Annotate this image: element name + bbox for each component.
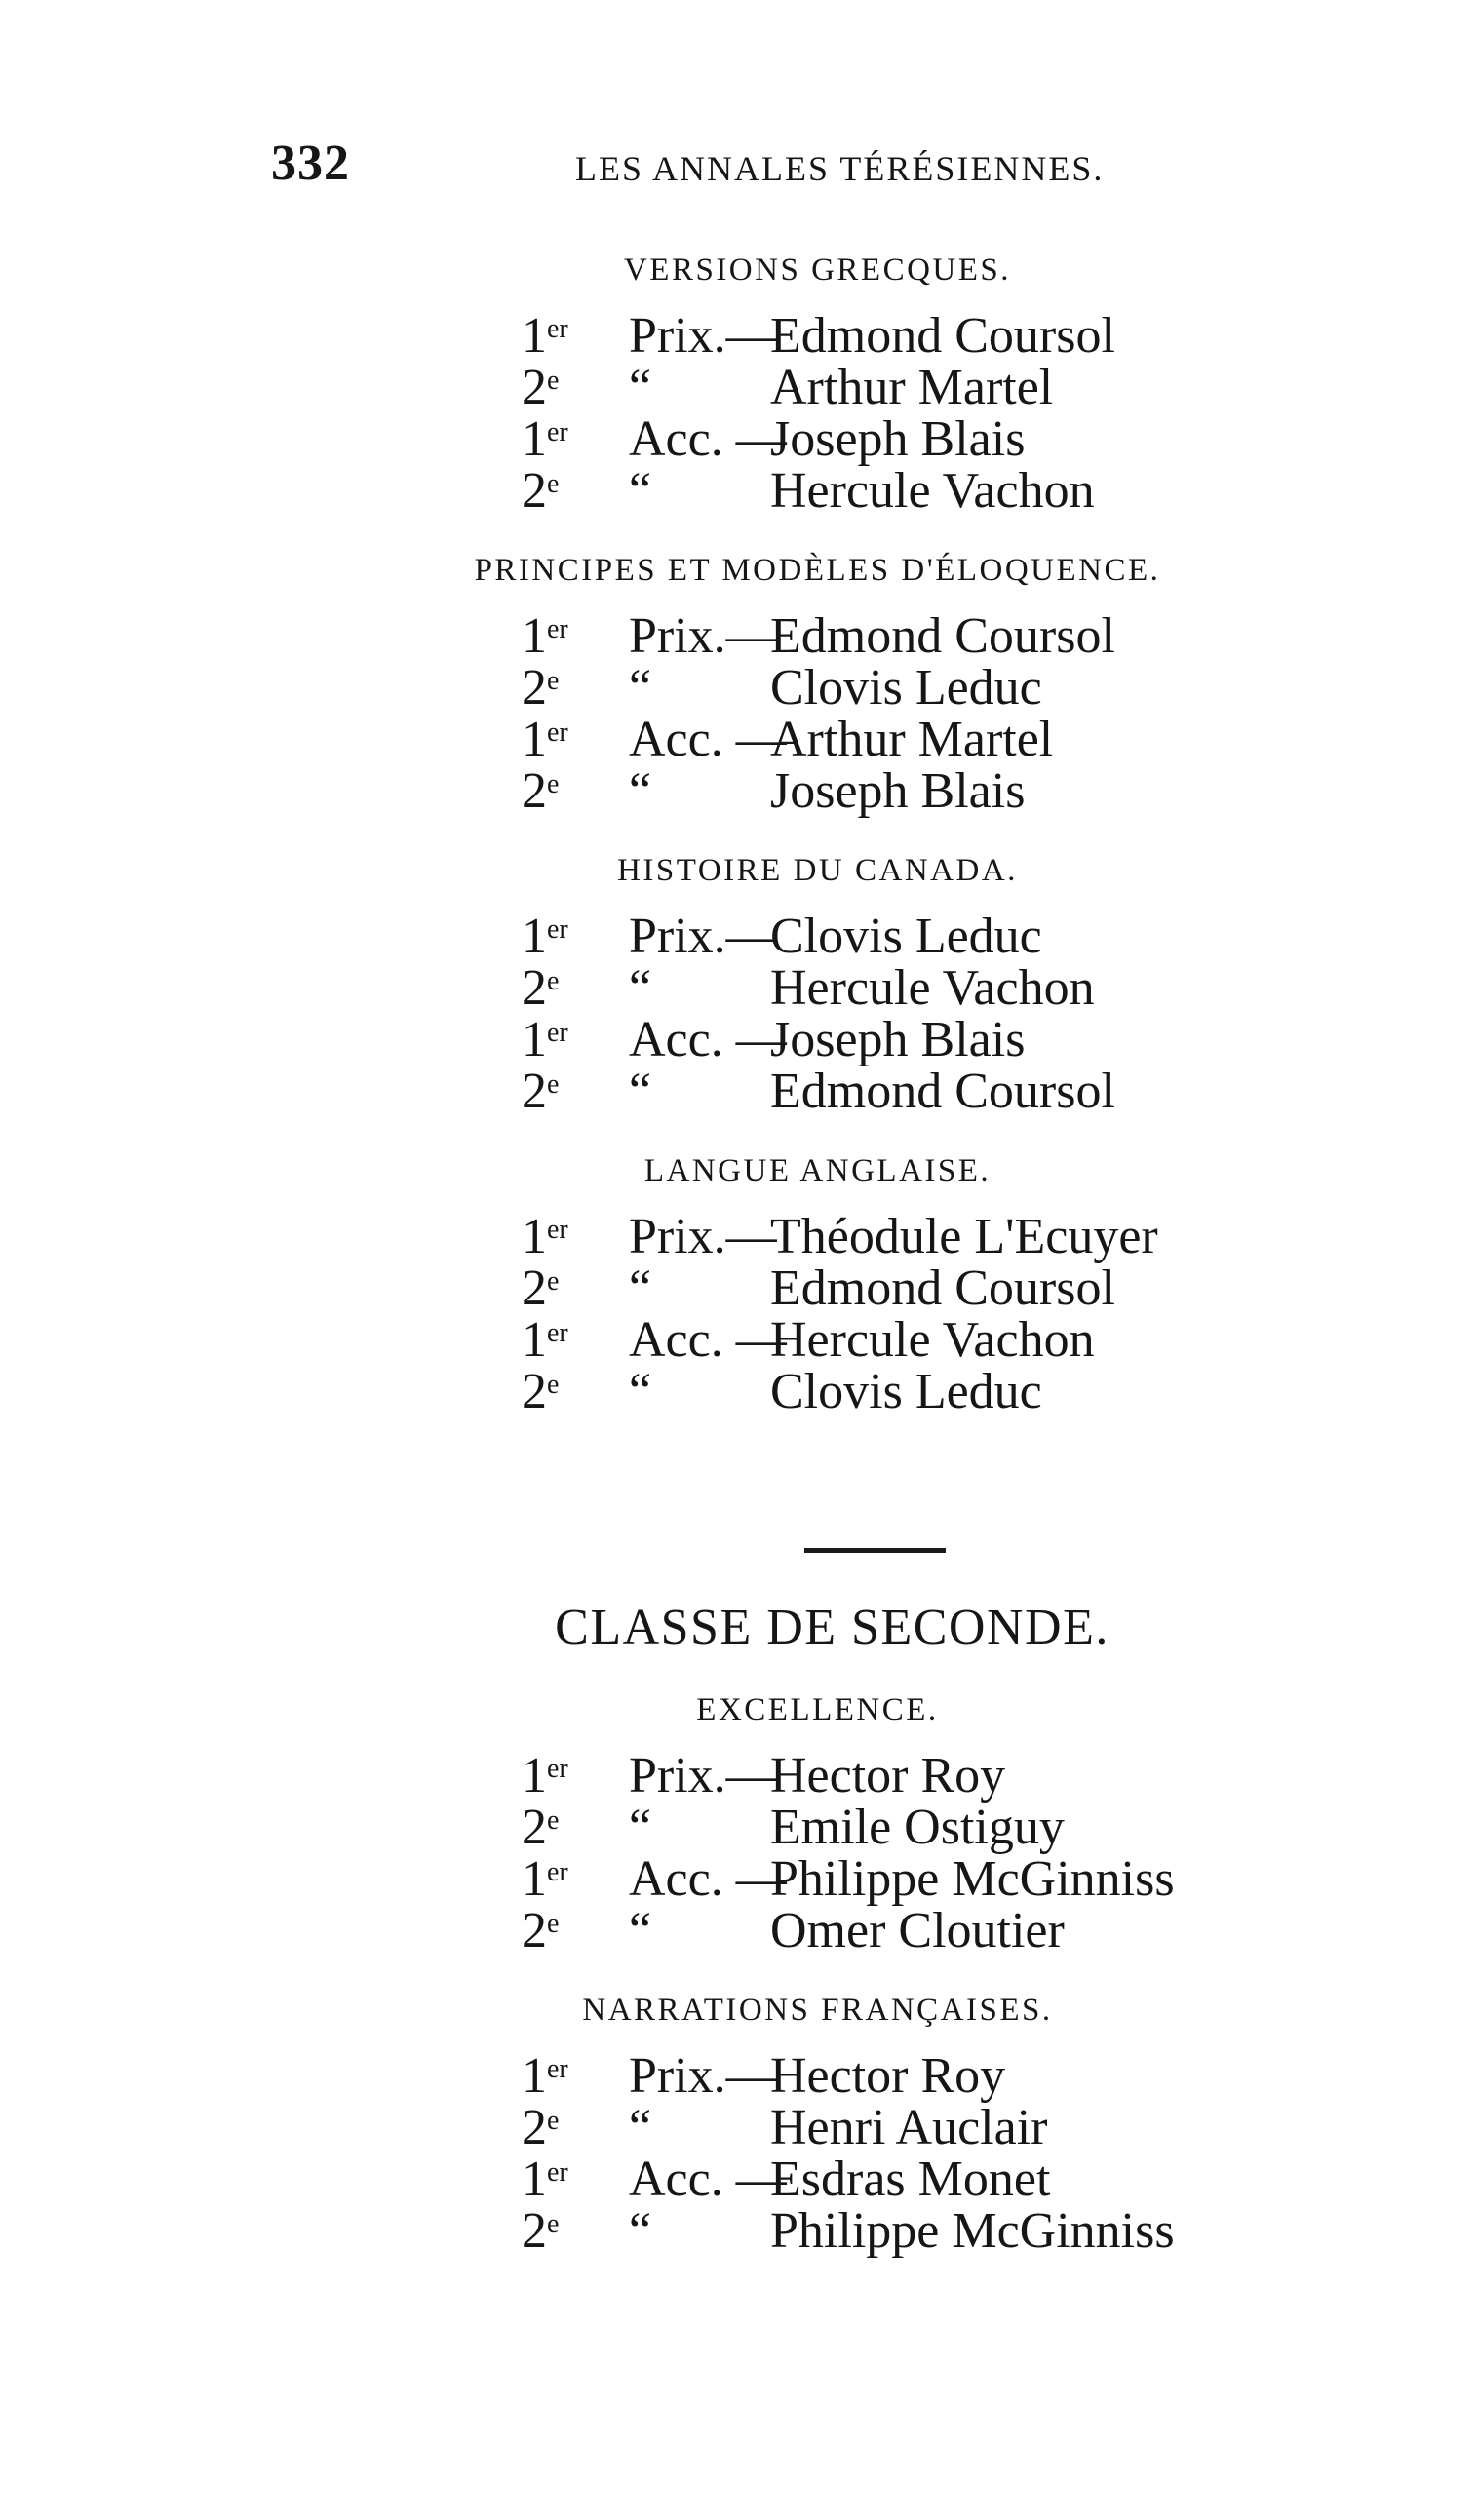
- separator-rule: [804, 1548, 946, 1553]
- student-name: Hercule Vachon: [770, 1312, 1095, 1368]
- student-name: Henri Auclair: [770, 2100, 1048, 2155]
- prize-rank-suffix: er: [547, 717, 568, 748]
- prize-rank-number: 1: [522, 608, 547, 664]
- prize-type: Prix.—: [629, 1209, 777, 1264]
- section-heading: PRINCIPES ET MODÈLES D'ÉLOQUENCE.: [474, 553, 1161, 588]
- prize-entry: [522, 413, 1479, 465]
- prize-type: “: [629, 2203, 652, 2259]
- prize-type: “: [629, 763, 652, 819]
- prize-sections-group-2: [0, 1682, 1479, 2282]
- student-name: Omer Cloutier: [770, 1903, 1065, 1958]
- prize-type: “: [629, 660, 652, 716]
- prize-list: [522, 2050, 1479, 2257]
- prize-rank-number: 1: [522, 909, 547, 964]
- prize-rank-suffix: e: [547, 1069, 560, 1100]
- section-heading: NARRATIONS FRANÇAISES.: [582, 1993, 1053, 2028]
- prize-entry: [522, 362, 1479, 413]
- prize-rank: [522, 1211, 568, 1262]
- prize-section: [0, 1982, 1479, 2257]
- prize-rank: [522, 2102, 559, 2153]
- prize-rank-suffix: er: [547, 2157, 568, 2188]
- prize-rank: [522, 2205, 559, 2257]
- prize-rank: [522, 610, 568, 662]
- prize-section: [0, 1682, 1479, 1957]
- prize-entry: [522, 1211, 1479, 1262]
- prize-entry: [522, 2050, 1479, 2102]
- student-name: Arthur Martel: [770, 360, 1054, 415]
- prize-rank: [522, 1750, 568, 1802]
- student-name: Hector Roy: [770, 1748, 1006, 1803]
- prize-type: “: [629, 1364, 652, 1419]
- prize-entry: [522, 911, 1479, 962]
- prize-list: [522, 610, 1479, 817]
- prize-type: Prix.—: [629, 608, 777, 664]
- prize-rank-suffix: er: [547, 1754, 568, 1784]
- prize-rank-suffix: er: [547, 614, 568, 644]
- student-name: Edmond Coursol: [770, 308, 1115, 364]
- student-name: Clovis Leduc: [770, 1364, 1042, 1419]
- section-heading: LANGUE ANGLAISE.: [643, 1153, 992, 1188]
- prize-type: “: [629, 1064, 652, 1119]
- prize-rank: [522, 765, 559, 817]
- student-name: Hercule Vachon: [770, 960, 1095, 1016]
- section-heading: VERSIONS GRECQUES.: [623, 252, 1012, 288]
- prize-entry: [522, 1802, 1479, 1853]
- prize-rank: [522, 1366, 559, 1417]
- prize-rank-number: 2: [522, 463, 547, 519]
- student-name: Edmond Coursol: [770, 1064, 1115, 1119]
- prize-section: [0, 542, 1479, 817]
- prize-sections-group-1: [0, 242, 1479, 1443]
- prize-rank-number: 2: [522, 2100, 547, 2155]
- prize-section: [0, 1143, 1479, 1417]
- running-title: LES ANNALES TÉRÉSIENNES.: [575, 149, 1105, 188]
- student-name: Clovis Leduc: [770, 909, 1042, 964]
- prize-rank-number: 2: [522, 660, 547, 716]
- prize-rank-number: 2: [522, 1800, 547, 1855]
- prize-rank-number: 2: [522, 1064, 547, 1119]
- prize-rank-suffix: e: [547, 1805, 560, 1836]
- prize-rank: [522, 1853, 568, 1905]
- prize-rank-suffix: e: [547, 966, 560, 996]
- prize-rank-number: 1: [522, 1312, 547, 1368]
- prize-entry: [522, 1314, 1479, 1366]
- prize-type: Prix.—: [629, 308, 777, 364]
- prize-rank-number: 1: [522, 1851, 547, 1907]
- prize-rank-number: 2: [522, 1364, 547, 1419]
- prize-rank-suffix: e: [547, 2106, 560, 2136]
- prize-rank: [522, 1066, 559, 1117]
- prize-type: Acc. —: [629, 1851, 787, 1907]
- prize-entry: [522, 1262, 1479, 1314]
- section-heading: EXCELLENCE.: [696, 1692, 939, 1727]
- prize-rank-suffix: e: [547, 366, 560, 396]
- prize-rank-number: 1: [522, 1209, 547, 1264]
- prize-entry: [522, 1750, 1479, 1802]
- prize-type: Acc. —: [629, 411, 787, 467]
- prize-type: “: [629, 1903, 652, 1958]
- prize-rank: [522, 714, 568, 765]
- prize-rank-number: 2: [522, 960, 547, 1016]
- prize-rank: [522, 2153, 568, 2205]
- student-name: Joseph Blais: [770, 411, 1026, 467]
- prize-rank: [522, 662, 559, 714]
- prize-type: Prix.—: [629, 1748, 777, 1803]
- prize-rank: [522, 962, 559, 1014]
- prize-rank-number: 1: [522, 1012, 547, 1067]
- prize-rank-number: 1: [522, 411, 547, 467]
- prize-entry: [522, 1014, 1479, 1066]
- student-name: Joseph Blais: [770, 763, 1026, 819]
- prize-rank-number: 1: [522, 2048, 547, 2104]
- student-name: Hercule Vachon: [770, 463, 1095, 519]
- prize-entry: [522, 2205, 1479, 2257]
- prize-entry: [522, 610, 1479, 662]
- prize-entry: [522, 1366, 1479, 1417]
- prize-list: [522, 1211, 1479, 1417]
- prize-entry: [522, 2153, 1479, 2205]
- prize-rank-suffix: er: [547, 1318, 568, 1348]
- prize-rank-suffix: e: [547, 469, 560, 499]
- prize-rank: [522, 1802, 559, 1853]
- prize-entry: [522, 465, 1479, 517]
- prize-rank-suffix: e: [547, 1266, 560, 1297]
- student-name: Philippe McGinniss: [770, 1851, 1175, 1907]
- prize-rank: [522, 413, 568, 465]
- prize-type: “: [629, 1260, 652, 1316]
- prize-entry: [522, 962, 1479, 1014]
- student-name: Esdras Monet: [770, 2152, 1051, 2207]
- prize-type: “: [629, 463, 652, 519]
- student-name: Emile Ostiguy: [770, 1800, 1065, 1855]
- prize-section: [0, 242, 1479, 517]
- prize-rank-suffix: e: [547, 666, 560, 696]
- prize-rank-suffix: er: [547, 1215, 568, 1245]
- prize-rank-suffix: er: [547, 914, 568, 945]
- prize-rank: [522, 911, 568, 962]
- prize-type: Acc. —: [629, 1012, 787, 1067]
- prize-rank-suffix: e: [547, 2209, 560, 2239]
- prize-rank-number: 1: [522, 712, 547, 767]
- prize-type: Acc. —: [629, 712, 787, 767]
- student-name: Philippe McGinniss: [770, 2203, 1175, 2259]
- prize-section: [0, 842, 1479, 1117]
- student-name: Joseph Blais: [770, 1012, 1026, 1067]
- prize-type: “: [629, 360, 652, 415]
- prize-type: “: [629, 2100, 652, 2155]
- prize-type: “: [629, 960, 652, 1016]
- student-name: Théodule L'Ecuyer: [770, 1209, 1158, 1264]
- prize-rank-number: 2: [522, 2203, 547, 2259]
- prize-rank-suffix: e: [547, 1909, 560, 1939]
- prize-entry: [522, 765, 1479, 817]
- prize-rank-number: 2: [522, 1903, 547, 1958]
- page-number: 332: [271, 136, 350, 191]
- prize-rank-suffix: e: [547, 1370, 560, 1400]
- prize-rank: [522, 362, 559, 413]
- student-name: Arthur Martel: [770, 712, 1054, 767]
- prize-rank: [522, 1262, 559, 1314]
- prize-rank: [522, 1014, 568, 1066]
- student-name: Edmond Coursol: [770, 1260, 1115, 1316]
- prize-rank-suffix: e: [547, 769, 560, 799]
- prize-type: Acc. —: [629, 2152, 787, 2207]
- prize-type: Prix.—: [629, 909, 777, 964]
- prize-list: [522, 1750, 1479, 1957]
- prize-entry: [522, 662, 1479, 714]
- prize-list: [522, 911, 1479, 1117]
- separator-wrap: [0, 1548, 1479, 1554]
- prize-rank: [522, 2050, 568, 2102]
- student-name: Edmond Coursol: [770, 608, 1115, 664]
- prize-rank-number: 2: [522, 1260, 547, 1316]
- prize-entry: [522, 2102, 1479, 2153]
- prize-rank-number: 1: [522, 308, 547, 364]
- prize-entry: [522, 1066, 1479, 1117]
- prize-entry: [522, 714, 1479, 765]
- class-title: CLASSE DE SECONDE.: [555, 1600, 1109, 1655]
- prize-rank-suffix: er: [547, 417, 568, 447]
- prize-rank-suffix: er: [547, 1857, 568, 1887]
- prize-type: “: [629, 1800, 652, 1855]
- student-name: Clovis Leduc: [770, 660, 1042, 716]
- prize-rank-suffix: er: [547, 314, 568, 344]
- prize-entry: [522, 1853, 1479, 1905]
- prize-list: [522, 310, 1479, 517]
- prize-rank-number: 2: [522, 360, 547, 415]
- prize-rank-number: 1: [522, 1748, 547, 1803]
- prize-rank: [522, 1905, 559, 1957]
- prize-type: Acc. —: [629, 1312, 787, 1368]
- prize-rank-number: 2: [522, 763, 547, 819]
- prize-rank: [522, 1314, 568, 1366]
- prize-rank: [522, 465, 559, 517]
- prize-rank-suffix: er: [547, 2054, 568, 2084]
- page-header: [0, 135, 1479, 193]
- prize-rank-suffix: er: [547, 1018, 568, 1048]
- prize-type: Prix.—: [629, 2048, 777, 2104]
- prize-entry: [522, 1905, 1479, 1957]
- prize-rank-number: 1: [522, 2152, 547, 2207]
- student-name: Hector Roy: [770, 2048, 1006, 2104]
- prize-rank: [522, 310, 568, 362]
- prize-entry: [522, 310, 1479, 362]
- section-heading: HISTOIRE DU CANADA.: [617, 853, 1018, 888]
